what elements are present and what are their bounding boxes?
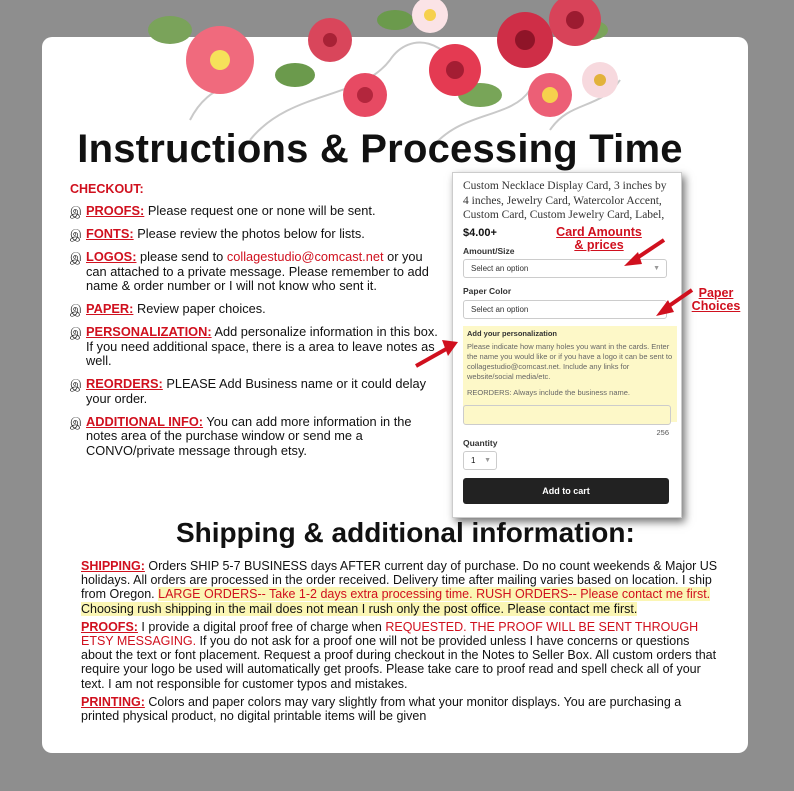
item-text: Please request one or none will be sent. xyxy=(144,203,376,218)
list-item xyxy=(70,377,440,406)
swirl-bullet-icon: இ xyxy=(70,227,82,241)
swirl-bullet-icon: இ xyxy=(70,325,82,339)
product-listing-panel xyxy=(452,172,682,518)
add-to-cart-button[interactable]: Add to cart xyxy=(463,478,669,504)
list-item xyxy=(70,302,440,317)
list-item xyxy=(70,204,440,219)
chevron-down-icon: ▼ xyxy=(484,457,491,464)
item-label: REORDERS: xyxy=(86,376,163,391)
paper-color-select[interactable] xyxy=(463,300,667,319)
shipping-label: SHIPPING: xyxy=(81,559,145,573)
select-placeholder: Select an option xyxy=(471,305,529,314)
swirl-bullet-icon: இ xyxy=(70,250,82,264)
swirl-bullet-icon: இ xyxy=(70,377,82,391)
list-item xyxy=(70,325,440,369)
item-text: PLEASE Add Business name or it could delay your order. xyxy=(86,376,426,406)
item-text: Please review the photos below for lists. xyxy=(133,226,365,241)
red-arrow-icon xyxy=(650,286,696,320)
paper-choices-callout: Paper Choices xyxy=(691,286,741,313)
amount-size-label: Amount/Size xyxy=(463,246,515,256)
item-label: LOGOS: xyxy=(86,249,137,264)
shipping-paragraph xyxy=(81,559,721,616)
shipping-heading: Shipping & additional information: xyxy=(176,517,635,548)
product-title: Custom Necklace Display Card, 3 inches by 4 inches, Jewelry Card, Watercolor Accent, Custom Card, Custom Jewelry Card, Label, xyxy=(463,180,667,221)
proofs-red-text: REQUESTED. THE PROOF WILL BE SENT THROUGH ETSY MESSAGING. xyxy=(81,619,699,649)
proofs-paragraph xyxy=(81,620,721,691)
item-label: PAPER: xyxy=(86,301,134,316)
quantity-value: 1 xyxy=(471,456,476,465)
item-label: ADDITIONAL INFO: xyxy=(86,413,204,429)
printing-paragraph xyxy=(81,695,721,723)
item-text: You can add more information in the notes area of the purchase window or send me a CONVO/private message through etsy. xyxy=(86,413,412,458)
personalization-reorders: REORDERS: Always include the business name. xyxy=(467,388,630,397)
item-text: or you can attached to a private message. Please remember to add name & order number or I will not know who sent it. xyxy=(86,249,429,293)
item-text: Add personalize information in this box. If you need additional space, there is a area to leave notes as well. xyxy=(86,324,438,368)
item-label: PERSONALIZATION: xyxy=(86,324,212,339)
list-item xyxy=(70,415,440,459)
printing-text: Colors and paper colors may vary slightly from what your monitor displays. You are purchasing a printed physical product, no digital printable items will be given xyxy=(81,694,682,724)
personalization-instructions: Please indicate how many holes you want in the cards. Enter the name you would like or if you have a logo it can be sent to collagestudio@comcast.net. Include any links for website/social media/etc. xyxy=(467,342,673,381)
paper-color-label: Paper Color xyxy=(463,286,512,296)
select-placeholder: Select an option xyxy=(471,264,529,273)
personalization-textarea[interactable] xyxy=(463,405,671,425)
product-price: $4.00+ xyxy=(463,227,497,239)
personalization-heading: Add your personalization xyxy=(467,329,558,338)
list-item xyxy=(70,250,440,294)
card-amounts-callout: Card Amounts & prices xyxy=(556,225,642,252)
item-text: please send to xyxy=(136,249,227,264)
red-arrow-icon xyxy=(618,236,668,270)
character-count: 256 xyxy=(656,428,669,437)
list-item xyxy=(70,227,440,242)
proofs-text: If you do not ask for a proof one will not be provided unless I have concerns or questions about the text or font placement. Request a proof during checkout in the Notes to Seller Box. All custom orders that require your logo be used will automatically get proofs. Please take care to proof read and spell check all of your text. I am not responsible for customer typos and mistakes. xyxy=(81,634,717,691)
item-text: Review paper choices. xyxy=(133,301,266,316)
printing-label: PRINTING: xyxy=(81,694,145,709)
shipping-highlight: Choosing rush shipping in the mail does not mean I rush only the post office. Please contact me first. xyxy=(81,601,638,616)
swirl-bullet-icon: இ xyxy=(70,414,82,429)
red-arrow-icon xyxy=(412,336,462,370)
checkout-heading: CHECKOUT: xyxy=(70,182,144,196)
proofs-label: PROOFS: xyxy=(81,619,138,634)
email-link[interactable]: collagestudio@comcast.net xyxy=(226,249,384,264)
swirl-bullet-icon: இ xyxy=(70,302,82,316)
quantity-label: Quantity xyxy=(463,438,498,448)
page-title: Instructions & Processing Time xyxy=(77,127,683,171)
proofs-text: I provide a digital proof free of charge when xyxy=(137,619,386,634)
chevron-down-icon: ▼ xyxy=(653,265,660,272)
shipping-text: Orders SHIP 5-7 BUSINESS days AFTER current day of purchase. Do no count weekends & Major US holidays. All orders are processed in the order received. Delivery time after mailing varies based on location. I ship from Oregon. xyxy=(81,559,718,602)
item-label: PROOFS: xyxy=(86,203,145,218)
swirl-bullet-icon: இ xyxy=(70,204,82,218)
shipping-info xyxy=(81,559,721,727)
instruction-list xyxy=(70,204,440,467)
item-label: FONTS: xyxy=(86,226,134,241)
quantity-select[interactable] xyxy=(463,451,497,470)
shipping-highlight-red: LARGE ORDERS-- Take 1-2 days extra processing time. RUSH ORDERS-- Please contact me first. xyxy=(158,587,711,602)
